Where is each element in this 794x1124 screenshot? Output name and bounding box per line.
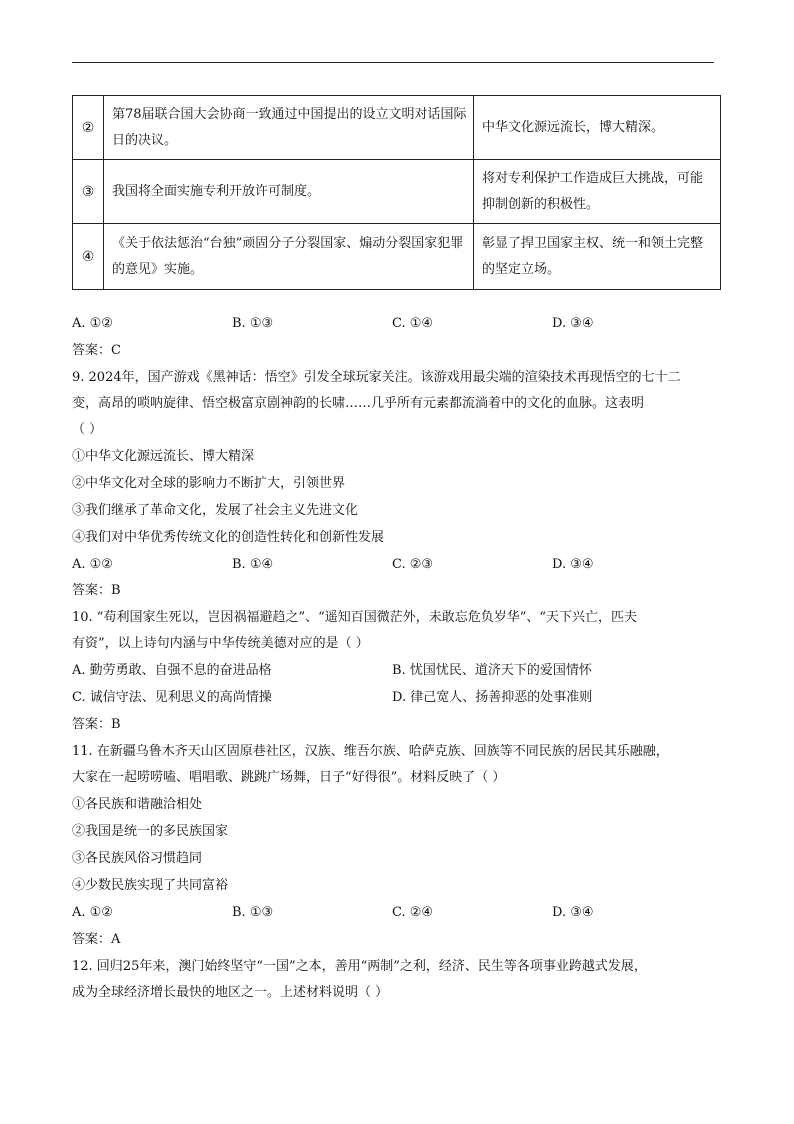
q10-stem-line: 10. “苟利国家生死以，岂因祸福避趋之”、“遥知百国微茫外，未敢忘危负岁华”、“天下兴亡，匹夫 [72, 610, 638, 625]
event-cell: 《关于依法惩治“台独”顽固分子分裂国家、煽动分裂国家犯罪的意见》实施。 [104, 224, 474, 290]
table-row [73, 160, 721, 224]
table-row [73, 96, 721, 160]
q9-option-d: D. ③④ [552, 557, 594, 572]
table-row [73, 224, 721, 290]
q8-option-d: D. ③④ [552, 316, 594, 331]
row-number: ② [73, 96, 104, 160]
q8-option-c: C. ①④ [392, 316, 434, 331]
q10-option-c: C. 诚信守法、见利思义的高尚情操 [72, 690, 272, 705]
meaning-cell: 将对专利保护工作造成巨大挑战，可能抑制创新的积极性。 [474, 160, 721, 224]
event-cell: 我国将全面实施专利开放许可制度。 [104, 160, 474, 224]
q10-option-d: D. 律己宽人、扬善抑恶的处事准则 [392, 690, 593, 705]
q8-option-a: A. ①② [72, 316, 113, 331]
q11-item: ②我国是统一的多民族国家 [72, 824, 229, 839]
q9-stem-line: 变，高昂的唢呐旋律、悟空极富京剧神韵的长啸……几乎所有元素都流淌着中的文化的血脉。这表明 [72, 396, 645, 411]
meaning-cell: 彰显了捍卫国家主权、统一和领土完整的坚定立场。 [474, 224, 721, 290]
q11-option-c: C. ②④ [392, 905, 434, 920]
q11-option-b: B. ①③ [232, 905, 274, 920]
row-number: ③ [73, 160, 104, 224]
events-table [72, 95, 721, 290]
q9-option-b: B. ①④ [232, 557, 274, 572]
event-cell: 第78届联合国大会协商一致通过中国提出的设立文明对话国际日的决议。 [104, 96, 474, 160]
q9-option-c: C. ②③ [392, 557, 434, 572]
q11-option-d: D. ③④ [552, 905, 594, 920]
q12-stem-line: 12. 回归25年来，澳门始终坚守“一国”之本，善用“两制”之利，经济、民生等各项事业跨越式发展， [72, 959, 647, 974]
q11-stem-line: 11. 在新疆乌鲁木齐天山区固原巷社区，汉族、维吾尔族、哈萨克族、回族等不同民族的居民其乐融融， [72, 744, 669, 759]
q12-stem-line: 成为全球经济增长最快的地区之一。上述材料说明（ ） [72, 985, 389, 1000]
q9-stem-line: （ ） [72, 422, 103, 437]
row-number: ④ [73, 224, 104, 290]
q10-option-b: B. 忧国忧民、道济天下的爱国情怀 [392, 663, 592, 678]
header-rule [72, 62, 714, 63]
q10-answer: 答案：B [72, 717, 121, 732]
q9-option-a: A. ①② [72, 557, 113, 572]
q8-option-b: B. ①③ [232, 316, 274, 331]
q11-stem-line: 大家在一起唠唠嗑、唱唱歌、跳跳广场舞，日子“好得很”。材料反映了（ ） [72, 770, 506, 785]
q8-answer: 答案：C [72, 343, 121, 358]
q11-item: ③各民族风俗习惯趋同 [72, 851, 203, 866]
q11-answer: 答案：A [72, 932, 121, 947]
q9-item: ①中华文化源远流长、博大精深 [72, 449, 255, 464]
q9-item: ②中华文化对全球的影响力不断扩大，引领世界 [72, 476, 346, 491]
q10-stem-line: 有资”，以上诗句内涵与中华传统美德对应的是（ ） [72, 636, 369, 651]
q11-option-a: A. ①② [72, 905, 113, 920]
q9-item: ③我们继承了革命文化，发展了社会主义先进文化 [72, 503, 359, 518]
q9-item: ④我们对中华优秀传统文化的创造性转化和创新性发展 [72, 530, 385, 545]
q10-option-a: A. 勤劳勇敢、自强不息的奋进品格 [72, 663, 272, 678]
q11-item: ④少数民族实现了共同富裕 [72, 878, 229, 893]
q9-stem-line: 9. 2024年，国产游戏《黑神话：悟空》引发全球玩家关注。该游戏用最尖端的渲染技术再现悟空的七十二 [72, 370, 681, 385]
q9-answer: 答案：B [72, 583, 121, 598]
meaning-cell: 中华文化源远流长，博大精深。 [474, 96, 721, 160]
q11-item: ①各民族和谐融洽相处 [72, 797, 203, 812]
